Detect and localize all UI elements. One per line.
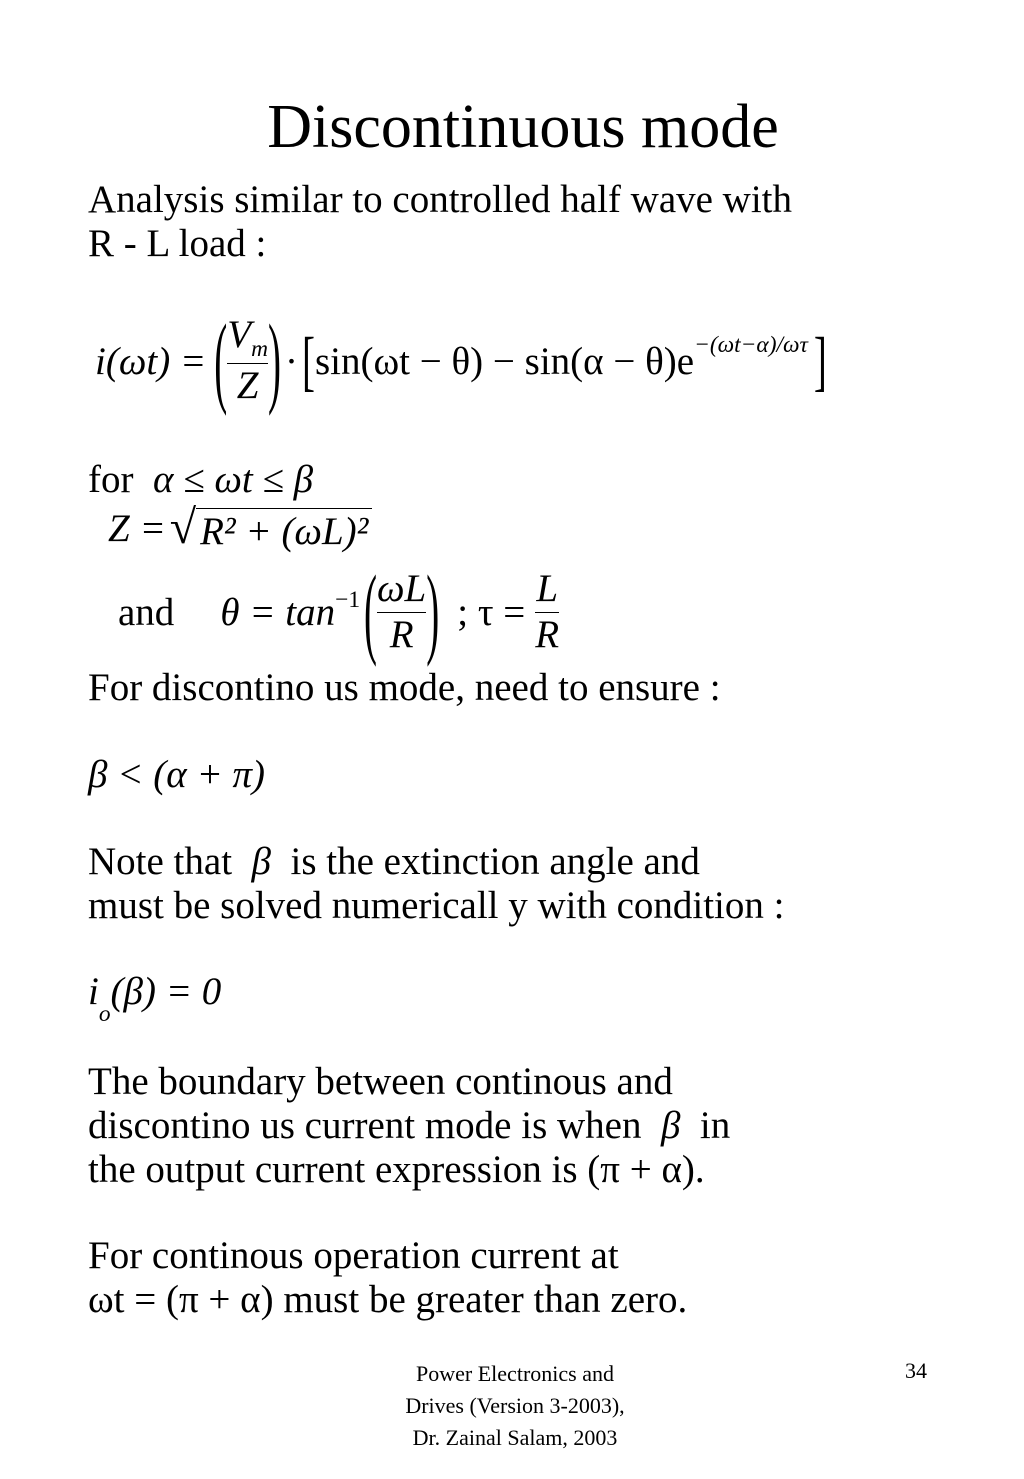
footer-line-3: Dr. Zainal Salam, 2003 bbox=[412, 1424, 618, 1450]
note-text-b: is the extinction angle and bbox=[290, 840, 700, 883]
vm-symbol: V bbox=[227, 313, 252, 357]
for-label: for bbox=[88, 458, 134, 501]
theta-numerator: ωL bbox=[377, 566, 427, 610]
page-number: 34 bbox=[905, 1358, 927, 1383]
current-equation: i(ωt) = ( $\frac{V_m}{Z}$ ) · [ sin(ωt − θ) − sin(α − θ)e $^{-(\omega t-\alpha)/\omega\tau}$ ] bbox=[95, 305, 827, 417]
footer-line-2: Drives (Version 3-2003), bbox=[405, 1392, 625, 1418]
theta-fraction bbox=[377, 567, 426, 658]
note-beta: β bbox=[251, 840, 271, 883]
boundary-text-a: discontino us current mode is when bbox=[88, 1104, 642, 1147]
boundary-line-3: the output current expression is (π + α). bbox=[88, 1148, 705, 1191]
tau-lhs: ; τ = bbox=[457, 590, 526, 634]
current-lhs: i(ωt) = bbox=[95, 339, 207, 383]
note-line-2: must be solved numericall y with condition : bbox=[88, 884, 785, 927]
and-label: and bbox=[118, 590, 175, 634]
boundary-beta: β bbox=[660, 1104, 681, 1147]
ensure-text: For discontino us mode, need to ensure : bbox=[88, 666, 721, 709]
continuous-line-1: For continous operation current at bbox=[88, 1234, 619, 1277]
z-equation: Z = √ R² + (ωL)² bbox=[108, 500, 372, 556]
theta-lhs: θ = tan bbox=[220, 590, 336, 634]
boundary-line-1: The boundary between continous and bbox=[88, 1060, 673, 1103]
footer-line-1: Power Electronics and bbox=[416, 1361, 614, 1386]
slide-title: Discontinuous mode bbox=[267, 93, 779, 161]
bracket-expression: sin(ωt − θ) − sin(α − θ)e bbox=[314, 339, 695, 383]
for-line bbox=[88, 460, 313, 499]
intro-line-2: R - L load : bbox=[88, 222, 267, 265]
tau-fraction bbox=[535, 567, 559, 658]
z-lhs: Z = bbox=[108, 506, 166, 550]
note-line-1 bbox=[88, 842, 700, 881]
boundary-line-2 bbox=[88, 1106, 730, 1145]
continuous-line-2: ωt = (π + α) must be greater than zero. bbox=[88, 1278, 688, 1321]
vm-subscript: m bbox=[251, 336, 268, 363]
io-expression: (β) = 0 bbox=[110, 970, 222, 1013]
z-rhs: R² + (ωL)² bbox=[200, 510, 369, 553]
io-equation bbox=[88, 970, 222, 1027]
beta-condition bbox=[88, 755, 265, 794]
vm-over-z-fraction bbox=[227, 313, 268, 409]
tau-denominator: R bbox=[535, 612, 560, 656]
intro-line-1: Analysis similar to controlled half wave with bbox=[88, 178, 793, 221]
note-text-a: Note that bbox=[88, 840, 233, 883]
exponent: −(ωt−α)/ωτ bbox=[694, 331, 808, 358]
z-symbol: Z bbox=[236, 363, 259, 407]
theta-tau-line: and θ = tan $^{-1}$ ( $\frac{\omega L}{R}$ ) ; τ = $\frac{L}{R}$ bbox=[118, 556, 560, 668]
theta-denominator: R bbox=[389, 612, 414, 656]
footer-citation bbox=[360, 1358, 670, 1454]
boundary-text-b: in bbox=[699, 1104, 731, 1147]
io-subscript: o bbox=[98, 1000, 111, 1027]
for-condition: α ≤ ωt ≤ β bbox=[152, 458, 314, 501]
io-variable: i bbox=[88, 970, 99, 1013]
tan-exponent: −1 bbox=[335, 586, 361, 613]
tau-numerator: L bbox=[536, 566, 559, 610]
dot-operator: · bbox=[284, 339, 298, 383]
beta-condition-expr: β < (α + π) bbox=[88, 753, 266, 796]
